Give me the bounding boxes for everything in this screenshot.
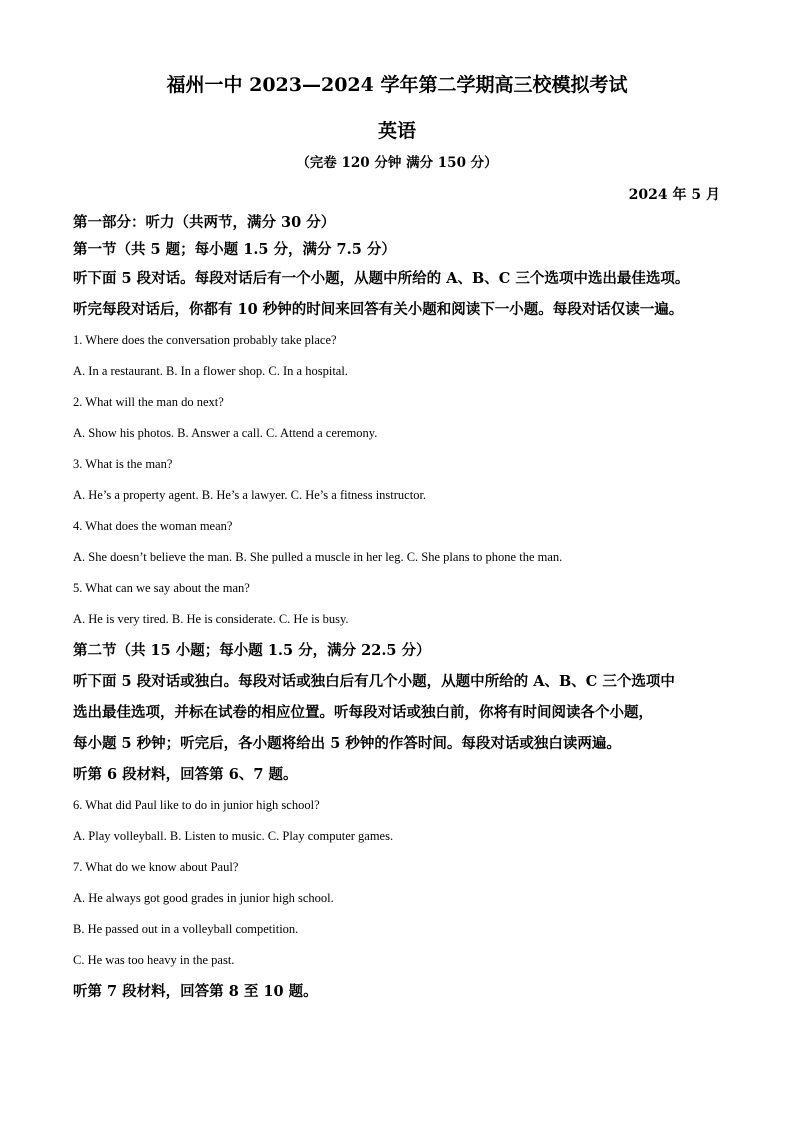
subject-title: 英语: [377, 120, 416, 142]
options-5: A. He is very tired. B. He is considerate. C. He is busy.: [73, 612, 349, 626]
options-6: A. Play volleyball. B. Listen to music. C. Play computer games.: [73, 829, 394, 843]
options-1: A. In a restaurant. B. In a flower shop. C. In a hospital.: [73, 364, 348, 378]
section1-instruction: 听下面 5 段对话。每段对话后有一个小题，从题中所给的 A、B、C 三个选项中选出最佳选项。: [73, 270, 690, 287]
option-7c: C. He was too heavy in the past.: [73, 953, 235, 967]
question-7: 7. What do we know about Paul?: [73, 860, 239, 874]
question-1: 1. Where does the conversation probably take place?: [73, 333, 337, 347]
question-2: 2. What will the man do next?: [73, 395, 224, 409]
question-5: 5. What can we say about the man?: [73, 581, 250, 595]
section2-instruction: 听下面 5 段对话或独白。每段对话或独白后有几个小题，从题中所给的 A、B、C 三个选项中: [73, 673, 675, 690]
section2-heading: 第二节（共 15 小题；每小题 1.5 分，满分 22.5 分）: [73, 642, 431, 659]
material-7-heading: 听第 7 段材料，回答第 8 至 10 题。: [73, 983, 318, 1000]
exam-info: （完卷 120 分钟 满分 150 分）: [296, 155, 498, 171]
section1-heading: 第一节（共 5 题；每小题 1.5 分，满分 7.5 分）: [73, 241, 396, 258]
part1-heading: 第一部分：听力（共两节，满分 30 分）: [73, 214, 336, 231]
section2-instruction: 每小题 5 秒钟；听完后，各小题将给出 5 秒钟的作答时间。每段对话或独白读两遍。: [73, 735, 621, 752]
options-2: A. Show his photos. B. Answer a call. C. Attend a ceremony.: [73, 426, 378, 440]
question-4: 4. What does the woman mean?: [73, 519, 233, 533]
question-6: 6. What did Paul like to do in junior high school?: [73, 798, 320, 812]
section1-instruction: 听完每段对话后，你都有 10 秒钟的时间来回答有关小题和阅读下一小题。每段对话仅读一遍。: [73, 301, 684, 318]
option-7b: B. He passed out in a volleyball competition.: [73, 922, 299, 936]
options-4: A. She doesn’t believe the man. B. She pulled a muscle in her leg. C. She plans to phone the man.: [73, 550, 563, 564]
exam-date: 2024 年 5 月: [628, 187, 720, 203]
question-3: 3. What is the man?: [73, 457, 173, 471]
option-7a: A. He always got good grades in junior high school.: [73, 891, 334, 905]
section2-instruction: 选出最佳选项，并标在试卷的相应位置。听每段对话或独白前，你将有时间阅读各个小题，: [73, 704, 653, 721]
exam-title: 福州一中 2023—2024 学年第二学期高三校模拟考试: [166, 74, 628, 96]
material-6-heading: 听第 6 段材料，回答第 6、7 题。: [73, 766, 298, 783]
options-3: A. He’s a property agent. B. He’s a lawyer. C. He’s a fitness instructor.: [73, 488, 427, 502]
exam-content: [73, 209, 728, 1007]
